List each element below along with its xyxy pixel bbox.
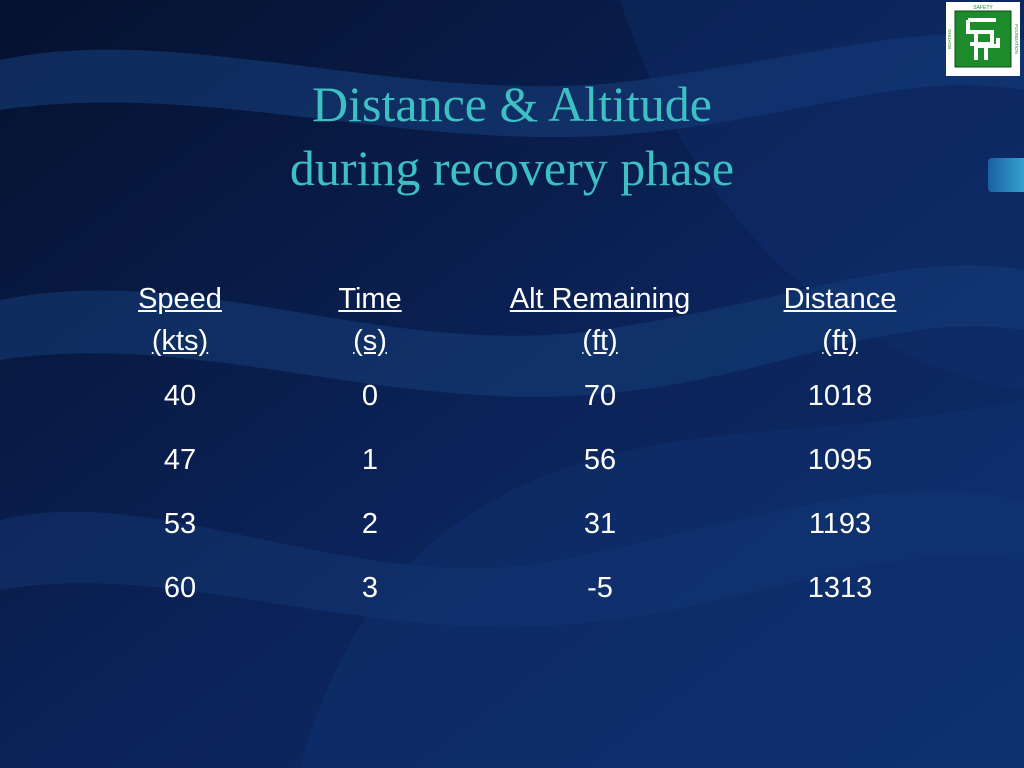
cell-speed: 47 [163, 444, 197, 476]
header-time-line1: Time [338, 283, 402, 315]
slide-title [0, 72, 1024, 200]
header-time [275, 278, 465, 374]
cell-alt-remaining: -5 [587, 572, 613, 604]
boating-safety-foundation-logo-icon [946, 2, 1020, 76]
table-row [85, 374, 945, 438]
cell-alt-remaining: 56 [583, 444, 617, 476]
header-speed-line2: (kts) [151, 325, 209, 357]
cell-distance: 1193 [808, 508, 872, 540]
cell-time: 2 [361, 508, 379, 540]
header-time-line2: (s) [353, 325, 387, 357]
header-speed-line1: Speed [138, 283, 222, 315]
cell-speed: 53 [163, 508, 197, 540]
cell-distance: 1095 [807, 444, 873, 476]
cell-speed: 40 [163, 380, 197, 412]
cell-alt-remaining: 70 [583, 380, 617, 412]
header-alt-line1: Alt Remaining [509, 283, 691, 315]
header-alt-remaining [465, 278, 735, 374]
cell-time: 0 [361, 380, 379, 412]
header-speed [85, 278, 275, 374]
cell-distance: 1313 [807, 572, 873, 604]
logo-text-left: BOATING [947, 29, 952, 49]
side-tab-accent [988, 158, 1024, 192]
title-line-1: Distance & Altitude [312, 76, 712, 132]
table-row [85, 438, 945, 502]
header-distance-line1: Distance [783, 283, 897, 315]
header-distance [735, 278, 945, 374]
header-distance-line2: (ft) [822, 325, 858, 357]
cell-time: 1 [361, 444, 379, 476]
cell-distance: 1018 [807, 380, 873, 412]
logo-text-top: SAFETY [973, 5, 993, 11]
recovery-data-table [85, 278, 945, 630]
title-line-2: during recovery phase [289, 140, 735, 196]
table-header-row [85, 278, 945, 374]
header-alt-line2: (ft) [582, 325, 618, 357]
cell-time: 3 [361, 572, 379, 604]
table-row [85, 502, 945, 566]
cell-alt-remaining: 31 [583, 508, 617, 540]
logo-text-right: FOUNDATION [1014, 24, 1019, 54]
cell-speed: 60 [163, 572, 197, 604]
table-row [85, 566, 945, 630]
